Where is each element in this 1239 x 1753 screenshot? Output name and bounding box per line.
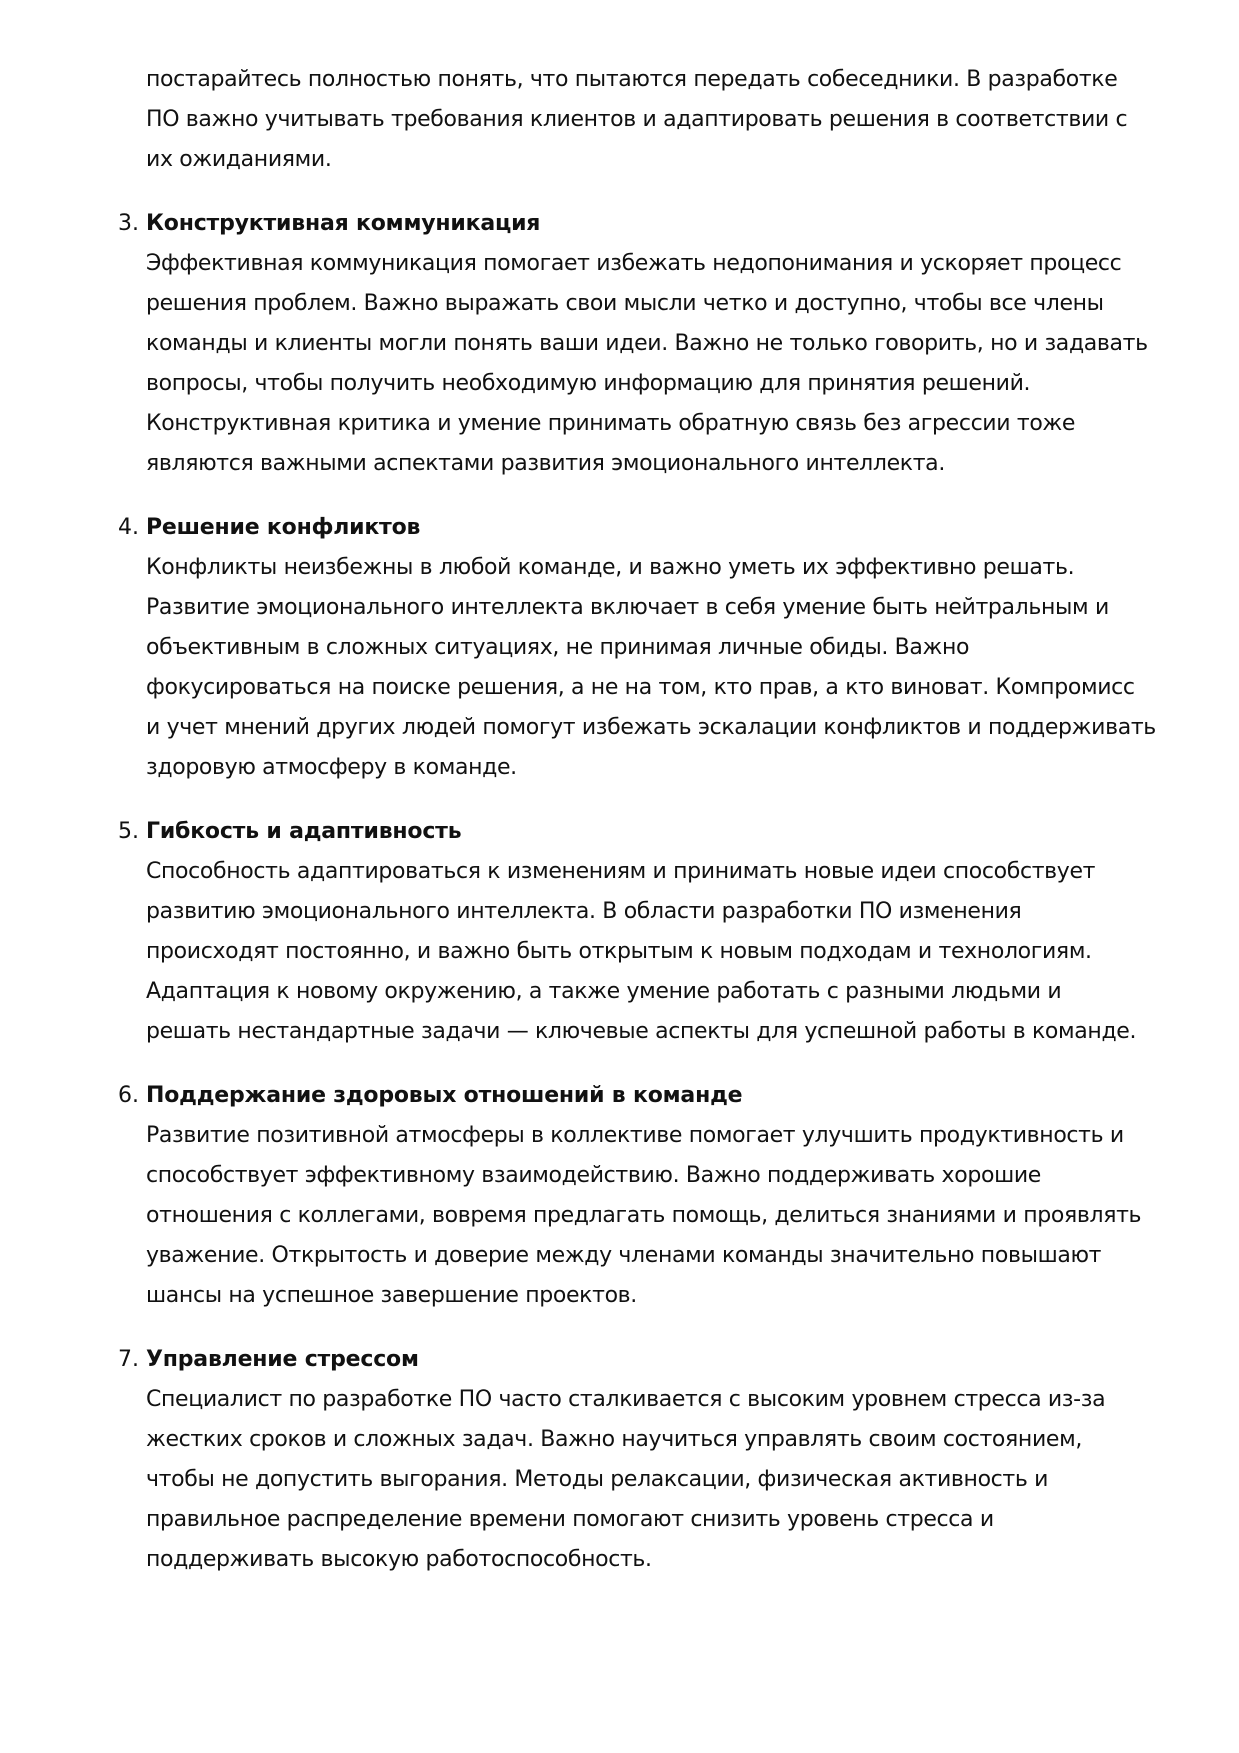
list-item-line: шансы на успешное завершение проектов. (146, 1283, 637, 1308)
list-item-line: Конструктивная критика и умение принимать обратную связь без агрессии тоже (146, 411, 1076, 436)
list-item-line: Развитие позитивной атмосферы в коллективе помогает улучшить продуктивность и (146, 1123, 1124, 1148)
list-item-line: правильное распределение времени помогают снизить уровень стресса и (146, 1507, 994, 1532)
list-item-number: 7. (118, 1347, 139, 1372)
list-item-line: вопросы, чтобы получить необходимую информацию для принятия решений. (146, 371, 1031, 396)
list-item-line: Способность адаптироваться к изменениям и принимать новые идеи способствует (146, 859, 1096, 884)
list-item-line: развитию эмоционального интеллекта. В области разработки ПО изменения (146, 899, 1022, 924)
intro-line: постарайтесь полностью понять, что пытаются передать собеседники. В разработке (146, 67, 1118, 92)
list-item-line: команды и клиенты могли понять ваши идеи. Важно не только говорить, но и задавать (146, 331, 1148, 356)
list-item-line: жестких сроков и сложных задач. Важно научиться управлять своим состоянием, (146, 1427, 1082, 1452)
list-item-number: 6. (118, 1083, 139, 1108)
list-item-line: уважение. Открытость и доверие между членами команды значительно повышают (146, 1243, 1102, 1268)
list-item-title: Конструктивная коммуникация (146, 211, 541, 236)
list-item-line: чтобы не допустить выгорания. Методы релаксации, физическая активность и (146, 1467, 1049, 1492)
list-item-title: Решение конфликтов (146, 515, 421, 540)
list-item-line: объективным в сложных ситуациях, не принимая личные обиды. Важно (146, 635, 970, 660)
list-item-line: Конфликты неизбежны в любой команде, и важно уметь их эффективно решать. (146, 555, 1075, 580)
list-item-line: происходят постоянно, и важно быть открытым к новым подходам и технологиям. (146, 939, 1092, 964)
list-item-line: являются важными аспектами развития эмоционального интеллекта. (146, 451, 945, 476)
list-item-number: 5. (118, 819, 139, 844)
list-item-line: решения проблем. Важно выражать свои мысли четко и доступно, чтобы все члены (146, 291, 1104, 316)
list-item-line: Адаптация к новому окружению, а также умение работать с разными людьми и (146, 979, 1062, 1004)
list-item-number: 4. (118, 515, 139, 540)
list-item-line: Эффективная коммуникация помогает избежать недопонимания и ускоряет процесс (146, 251, 1122, 276)
list-item-line: Развитие эмоционального интеллекта включает в себя умение быть нейтральным и (146, 595, 1109, 620)
list-item-line: Специалист по разработке ПО часто сталкивается с высоким уровнем стресса из-за (146, 1387, 1106, 1412)
list-item-title: Гибкость и адаптивность (146, 819, 462, 844)
intro-line: их ожиданиями. (146, 147, 332, 172)
list-item-title: Управление стрессом (146, 1347, 419, 1372)
list-item-line: и учет мнений других людей помогут избежать эскалации конфликтов и поддерживать (146, 715, 1156, 740)
list-item-line: поддерживать высокую работоспособность. (146, 1547, 652, 1572)
intro-line: ПО важно учитывать требования клиентов и адаптировать решения в соответствии с (146, 107, 1128, 132)
list-item-line: отношения с коллегами, вовремя предлагать помощь, делиться знаниями и проявлять (146, 1203, 1142, 1228)
list-item-line: способствует эффективному взаимодействию. Важно поддерживать хорошие (146, 1163, 1041, 1188)
list-item-number: 3. (118, 211, 139, 236)
list-item-line: решать нестандартные задачи — ключевые аспекты для успешной работы в команде. (146, 1019, 1137, 1044)
list-item-title: Поддержание здоровых отношений в команде (146, 1083, 743, 1108)
list-item-line: здоровую атмосферу в команде. (146, 755, 517, 780)
list-item-line: фокусироваться на поиске решения, а не на том, кто прав, а кто виноват. Компромисс (146, 675, 1135, 700)
